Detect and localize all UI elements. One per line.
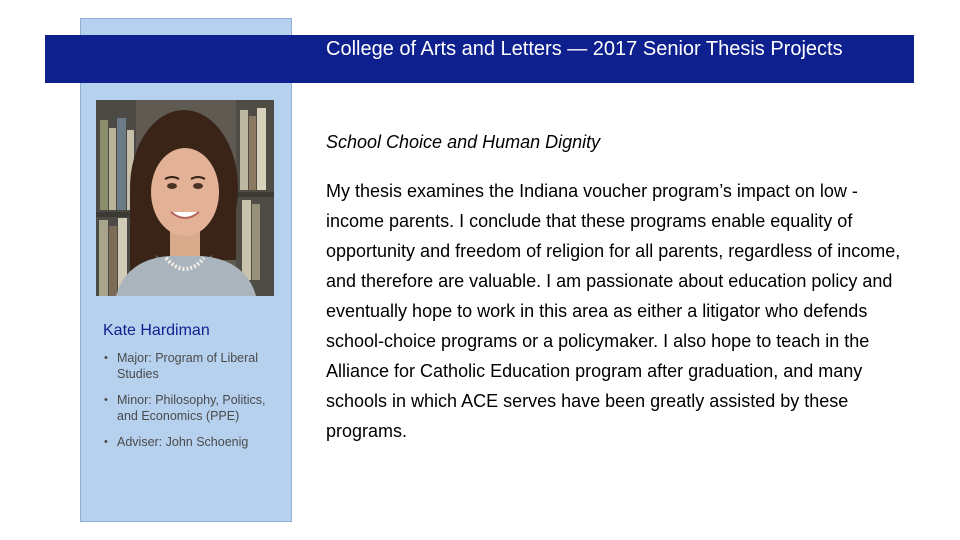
student-name: Kate Hardiman: [103, 322, 210, 339]
bullet-icon: •: [104, 352, 108, 364]
list-item: [103, 350, 283, 382]
portrait-image: [96, 100, 274, 296]
thesis-title: School Choice and Human Dignity: [326, 132, 601, 152]
major-text: Major: Program of Liberal Studies: [117, 351, 259, 381]
student-photo: [96, 100, 274, 296]
thesis-abstract: My thesis examines the Indiana voucher program’s impact on low -income parents. I conclude that these programs enable equality of opportunity and freedom of religion for all parents, regardless of income, and therefore are valuable. I am passionate about education policy and eventually hope to work in this area as either a litigator who defends school-choice programs or a policymaker. I also hope to teach in the Alliance for Catholic Education program after graduation, and many schools in which ACE serves have been greatly assisted by these programs.: [326, 181, 901, 441]
bullet-icon: •: [104, 436, 108, 448]
list-item: [103, 392, 283, 424]
list-item: [103, 434, 283, 450]
student-details-list: [103, 350, 283, 460]
minor-text: Minor: Philosophy, Politics, and Economics (PPE): [117, 393, 266, 423]
adviser-text: Adviser: John Schoenig: [117, 435, 249, 449]
header-title: College of Arts and Letters — 2017 Senior Thesis Projects: [326, 38, 843, 60]
bullet-icon: •: [104, 394, 108, 406]
